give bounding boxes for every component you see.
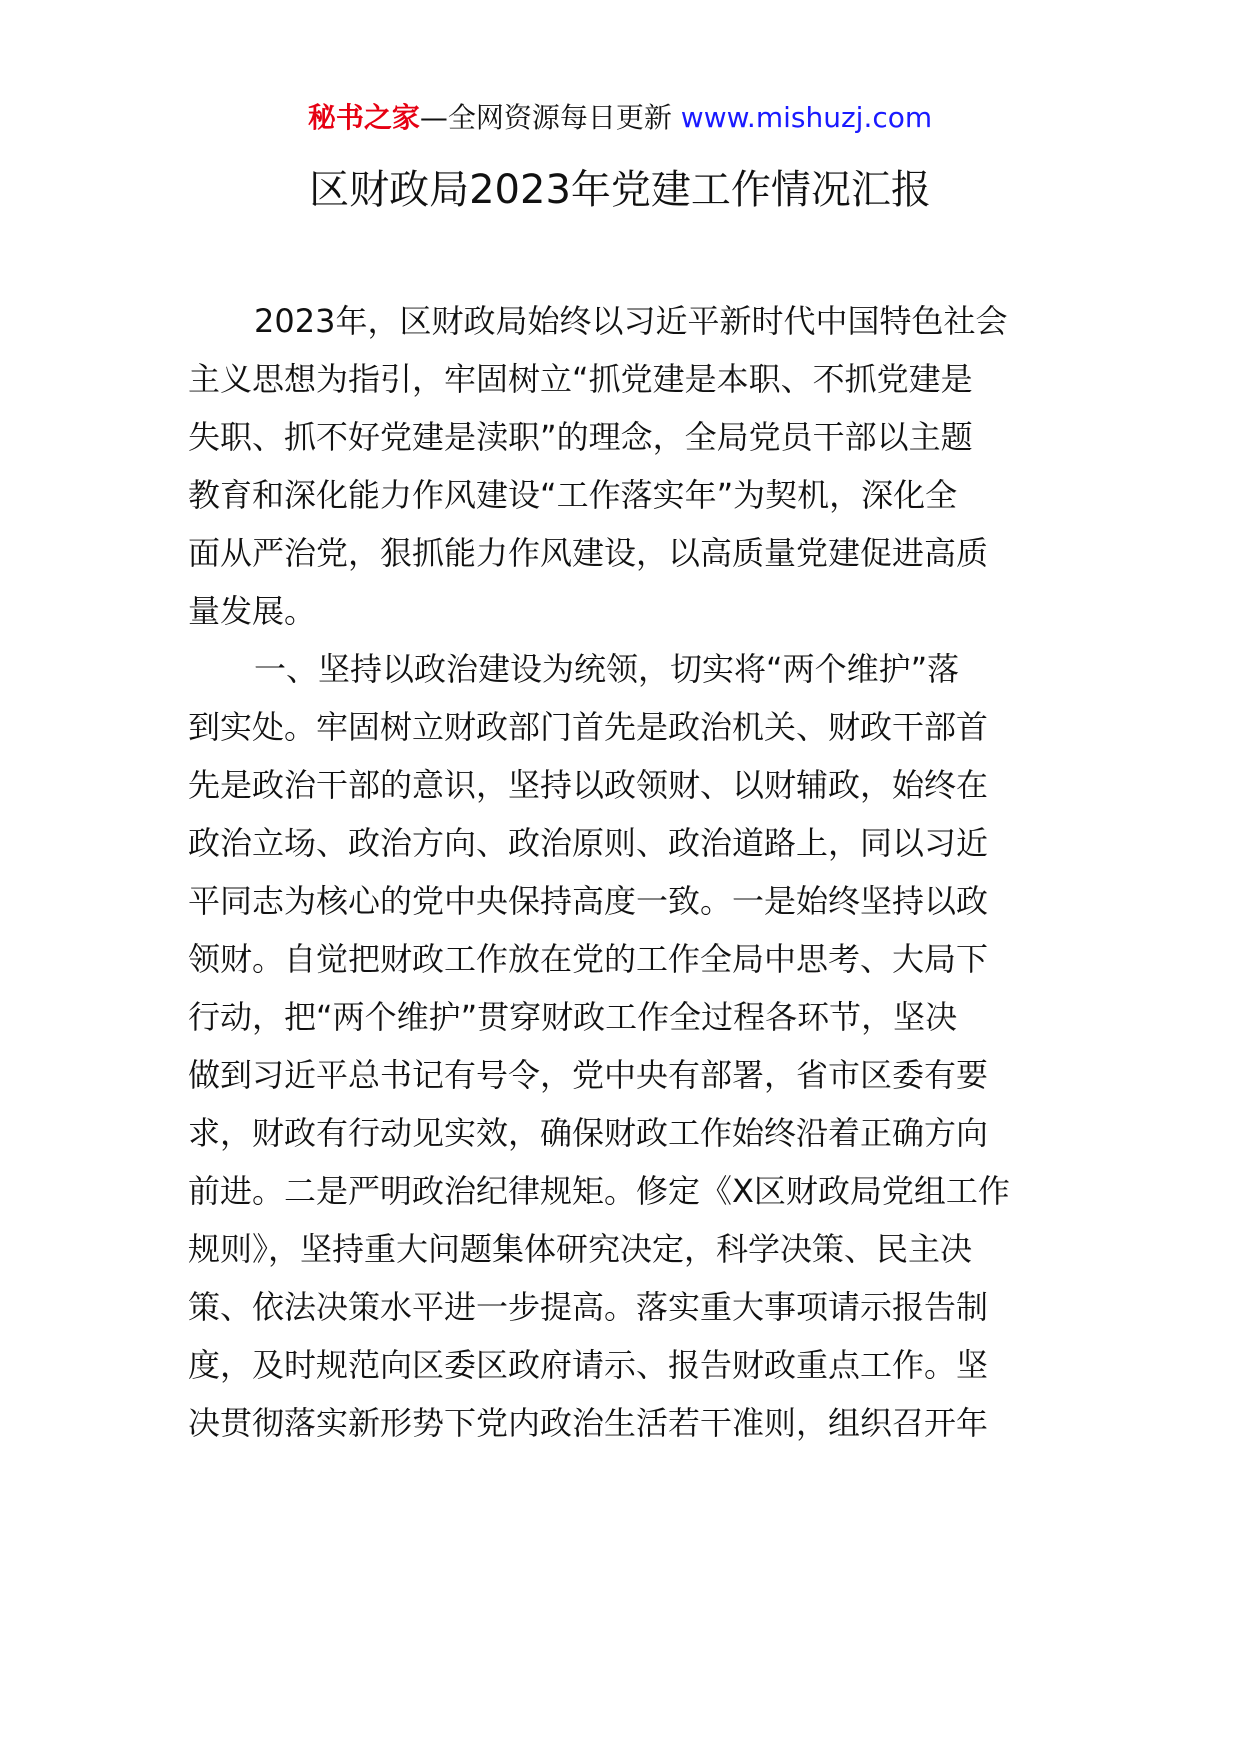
header-tagline: —全网资源每日更新	[419, 101, 672, 134]
body-line: 规则》，坚持重大问题集体研究决定，科学决策、民主决	[188, 1230, 973, 1268]
site-header	[0, 98, 1240, 138]
body-line: 失职、抓不好党建是渎职”的理念，全局党员干部以主题	[188, 418, 973, 456]
body-line: 量发展。	[188, 592, 317, 630]
body-line: 2023年，区财政局始终以习近平新时代中国特色社会	[254, 302, 1008, 340]
document-title: 区财政局2023年党建工作情况汇报	[309, 167, 931, 213]
body-line: 求，财政有行动见实效，确保财政工作始终沿着正确方向	[188, 1114, 989, 1152]
body-line: 教育和深化能力作风建设“工作落实年”为契机，深化全	[188, 476, 958, 514]
site-url-link[interactable]: www.mishuzj.com	[680, 101, 933, 134]
body-line: 决贯彻落实新形势下党内政治生活若干准则，组织召开年	[188, 1404, 989, 1442]
body-line: 度，及时规范向区委区政府请示、报告财政重点工作。坚	[188, 1346, 989, 1384]
body-line: 面从严治党，狠抓能力作风建设，以高质量党建促进高质	[188, 534, 989, 572]
body-line: 做到习近平总书记有号令，党中央有部署，省市区委有要	[188, 1056, 989, 1094]
brand-name: 秘书之家	[307, 101, 420, 134]
body-line: 领财。自觉把财政工作放在党的工作全局中思考、大局下	[188, 940, 989, 978]
body-line: 主义思想为指引，牢固树立“抓党建是本职、不抓党建是	[188, 360, 973, 398]
body-line: 到实处。牢固树立财政部门首先是政治机关、财政干部首	[188, 708, 989, 746]
body-line: 先是政治干部的意识，坚持以政领财、以财辅政，始终在	[188, 766, 989, 804]
body-line: 行动，把“两个维护”贯穿财政工作全过程各环节，坚决	[188, 998, 958, 1036]
body-line: 策、依法决策水平进一步提高。落实重大事项请示报告制	[188, 1288, 989, 1326]
body-line: 政治立场、政治方向、政治原则、政治道路上，同以习近	[188, 824, 989, 862]
body-line: 平同志为核心的党中央保持高度一致。一是始终坚持以政	[188, 882, 989, 920]
body-line: 前进。二是严明政治纪律规矩。修定《X区财政局党组工作	[188, 1172, 1010, 1210]
section-heading-line: 一、坚持以政治建设为统领，切实将“两个维护”落	[254, 650, 960, 688]
